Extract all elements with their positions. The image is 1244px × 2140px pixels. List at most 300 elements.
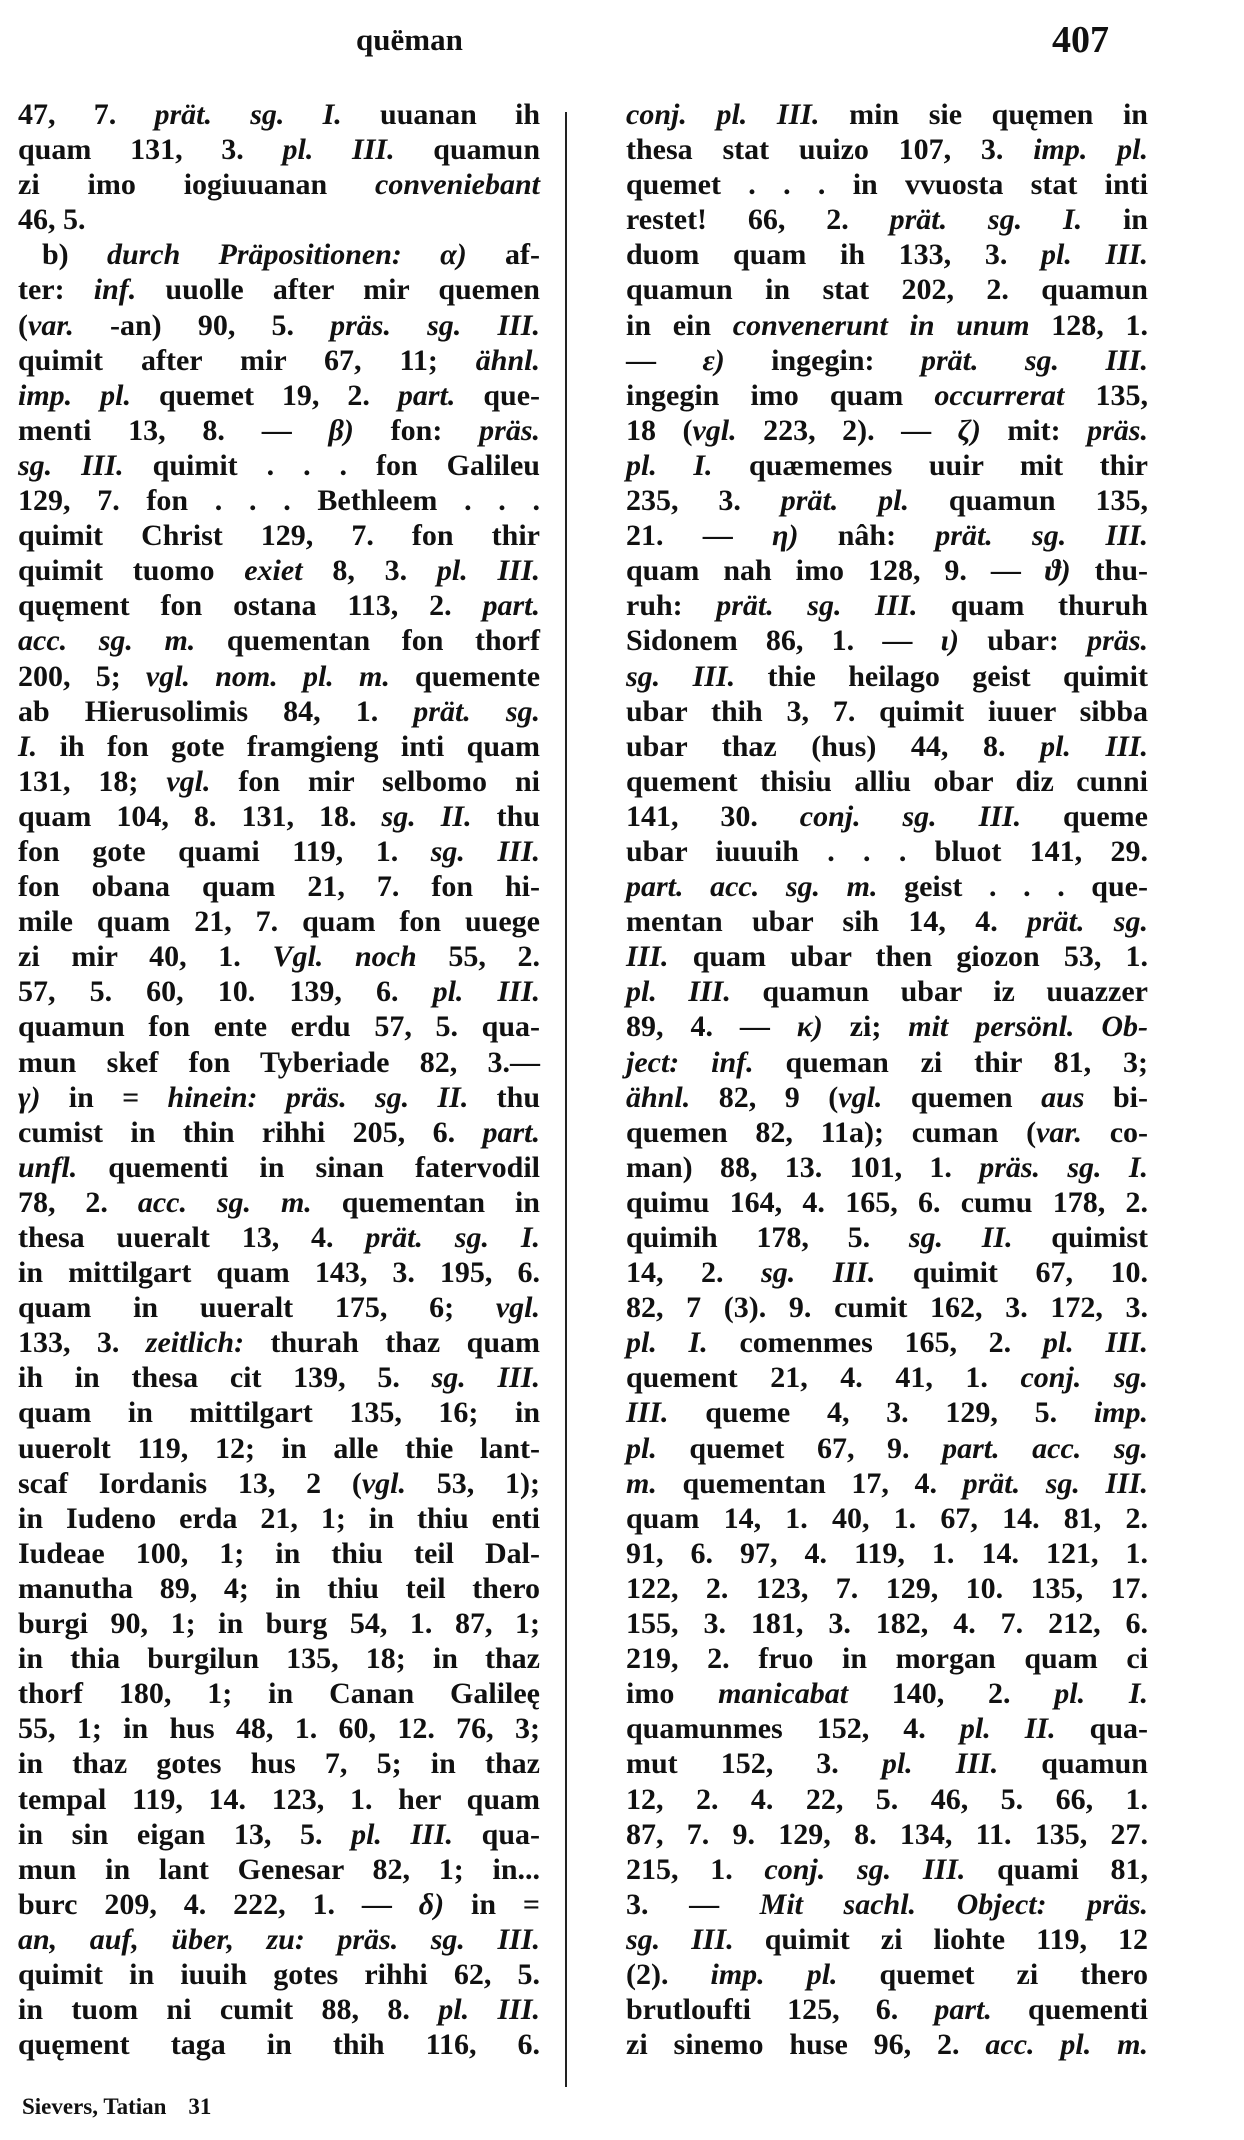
text: in = — [40, 1080, 168, 1114]
page-footer — [22, 2094, 211, 2120]
italic-text: part. — [934, 1993, 992, 2027]
text: quemen — [882, 1080, 1042, 1114]
text: Sidonem 86, 1. — — [626, 624, 941, 658]
text: man) 88, 13. 101, 1. — [626, 1150, 980, 1184]
text: mit: — [980, 413, 1088, 447]
text-line — [18, 1746, 540, 1781]
text: in thaz gotes hus 7, 5; in thaz — [18, 1747, 540, 1781]
text: in Iudeno erda 21, 1; in thiu enti — [18, 1501, 540, 1535]
text-line — [18, 132, 540, 167]
text: quimit zi liohte 119, 12 — [733, 1922, 1148, 1956]
text: qua- — [453, 1817, 540, 1851]
text-line — [18, 1466, 540, 1501]
text-line — [18, 1255, 540, 1290]
text-line — [18, 378, 540, 413]
italic-text: conj. sg. III. — [764, 1852, 966, 1886]
italic-text: m. — [626, 1466, 657, 1500]
text-line — [18, 1711, 540, 1746]
text-line — [18, 904, 540, 939]
text: quimit 67, 10. — [875, 1256, 1148, 1290]
text: thu — [468, 1080, 541, 1114]
running-head — [0, 18, 1244, 68]
text: 14, 2. — [626, 1256, 762, 1290]
column-divider — [565, 112, 567, 2087]
text: thu — [471, 799, 541, 833]
italic-text: vgl. — [838, 1080, 883, 1114]
text: uuerolt 119, 12; in alle thie lant- — [18, 1431, 540, 1465]
italic-text: part. — [482, 589, 540, 623]
text: zi; — [822, 1010, 909, 1044]
text-line — [626, 1992, 1148, 2027]
italic-text: sg. III. — [18, 448, 124, 482]
text: quimit Christ 129, 7. fon thir — [18, 519, 540, 553]
text: — — [626, 343, 703, 377]
text: quemet 19, 2. — [130, 378, 398, 412]
text-line — [18, 834, 540, 869]
italic-text: pl. III. — [282, 133, 395, 167]
text: quęment taga in thih 116, 6. — [18, 2028, 540, 2062]
text: ubar: — [958, 624, 1088, 658]
text-line — [626, 1676, 1148, 1711]
text: 128, 1. — [1029, 308, 1148, 342]
italic-text: γ) — [18, 1080, 41, 1114]
text: 223, 2). — — [736, 413, 958, 447]
text: mentan ubar sih 14, 4. — [626, 905, 1027, 939]
text: quemet zi thero — [837, 1957, 1148, 1991]
italic-text: III. — [626, 940, 669, 974]
text: quimist — [1012, 1221, 1148, 1254]
text: -an) 90, 5. — [73, 308, 331, 342]
italic-text: conj. sg. III. — [799, 799, 1022, 833]
italic-text: conveniebant — [375, 168, 540, 202]
text-line — [18, 939, 540, 974]
text-line — [18, 764, 540, 799]
text-line — [626, 939, 1148, 974]
text: imo — [626, 1677, 719, 1711]
italic-text: prät. sg. III. — [935, 519, 1148, 553]
italic-text: pl. III. — [1042, 1326, 1148, 1360]
italic-text: hinein: präs. sg. II. — [167, 1080, 469, 1114]
text: 131, 18; — [18, 764, 167, 798]
italic-text: I. — [18, 729, 38, 763]
text-line — [18, 1009, 540, 1044]
italic-text: prät. pl. — [780, 484, 909, 518]
text: 57, 5. 60, 10. 139, 6. — [18, 975, 433, 1009]
italic-text: η) — [771, 519, 799, 553]
text-line — [18, 237, 540, 272]
text-line — [626, 1606, 1148, 1641]
text-line — [626, 1852, 1148, 1887]
text: quementan in — [311, 1185, 540, 1219]
italic-text: sg. II. — [908, 1221, 1013, 1254]
text: quamun — [394, 133, 541, 167]
text: zi mir 40, 1. — [18, 940, 273, 974]
italic-text: occurrerat — [934, 378, 1065, 412]
italic-text: prät. sg. I. — [154, 98, 342, 131]
text: geist . . . que- — [877, 870, 1148, 904]
text: quement thisiu alliu obar diz cunni — [626, 764, 1148, 798]
italic-text: convenerunt in unum — [732, 308, 1030, 342]
text: b) — [42, 238, 107, 272]
text-line — [18, 483, 540, 518]
italic-text: pl. II. — [959, 1712, 1056, 1746]
italic-text: imp. pl. — [710, 1957, 838, 1991]
text: 219, 2. fruo in morgan quam ci — [626, 1642, 1148, 1676]
text: quam nah imo 128, 9. — — [626, 554, 1045, 588]
text: restet! 66, 2. — [626, 203, 890, 237]
text-line — [626, 132, 1148, 167]
text-line — [18, 1957, 540, 1992]
left-column — [18, 97, 540, 2062]
text-line — [626, 1571, 1148, 1606]
text-line — [18, 1992, 540, 2027]
text-line — [626, 1009, 1148, 1044]
text-line — [626, 623, 1148, 658]
italic-text: inf. — [93, 273, 137, 307]
italic-text: var. — [1036, 1115, 1082, 1149]
text: ( — [18, 308, 28, 342]
text-line — [18, 1501, 540, 1536]
italic-text: imp. pl. — [18, 378, 131, 412]
italic-text: vgl. — [692, 413, 737, 447]
text-line — [18, 1045, 540, 1080]
text: 55, 1; in hus 48, 1. 60, 12. 76, 3; — [18, 1712, 540, 1746]
text-line — [626, 588, 1148, 623]
text: (2). — [626, 1957, 711, 1991]
text-line — [18, 1782, 540, 1817]
italic-text: präs. — [1087, 624, 1148, 658]
italic-text: prät. sg. I. — [889, 203, 1083, 237]
italic-text: prät. sg. — [413, 694, 541, 728]
italic-text: pl. III. — [438, 1993, 540, 2027]
italic-text: ζ) — [957, 413, 981, 447]
italic-text: ject: inf. — [626, 1045, 754, 1079]
text: quimit tuomo — [18, 554, 245, 588]
text-line — [18, 694, 540, 729]
text: af- — [466, 238, 540, 272]
italic-text: part. — [482, 1115, 540, 1149]
text: tempal 119, 14. 123, 1. her quam — [18, 1782, 540, 1816]
text-line — [18, 1395, 540, 1430]
text: fon gote quami 119, 1. — [18, 834, 431, 868]
text: cumist in thin rihhi 205, 6. — [18, 1115, 483, 1149]
italic-text: präs. — [1087, 413, 1148, 447]
text-line — [18, 1150, 540, 1185]
italic-text: pl. III. — [626, 975, 731, 1009]
text: ruh: — [626, 589, 717, 623]
text: Iudeae 100, 1; in thiu teil Dal- — [18, 1536, 540, 1570]
text-line — [626, 974, 1148, 1009]
text: queme 4, 3. 129, 5. — [668, 1396, 1094, 1430]
text-line — [18, 869, 540, 904]
text: ubar thaz (hus) 44, 8. — [626, 729, 1041, 763]
italic-text: präs. sg. I. — [979, 1150, 1148, 1184]
italic-text: var. — [28, 308, 74, 342]
text: mun skef fon Tyberiade 82, 3.— — [18, 1045, 540, 1079]
text: quam 131, 3. — [18, 133, 283, 167]
text-line — [626, 378, 1148, 413]
text-line — [18, 272, 540, 307]
text-line — [626, 1290, 1148, 1325]
text: quamun fon ente erdu 57, 5. qua- — [18, 1010, 540, 1044]
text-line — [626, 1957, 1148, 1992]
text: 82, 9 ( — [690, 1080, 839, 1114]
italic-text: sg. III. — [431, 1361, 540, 1395]
text-line — [18, 588, 540, 623]
italic-text: β) — [328, 413, 354, 447]
text-line — [18, 343, 540, 378]
text-line — [626, 237, 1148, 272]
text: min sie quęmen in — [819, 98, 1148, 131]
text: thu- — [1070, 554, 1148, 588]
text: quementan 17, 4. — [656, 1466, 963, 1500]
text: quamun — [998, 1747, 1148, 1781]
text-line — [18, 448, 540, 483]
text: in ein — [626, 308, 733, 342]
italic-text: acc. pl. m. — [985, 2028, 1148, 2062]
text-line — [18, 799, 540, 834]
italic-text: Vgl. noch — [272, 940, 417, 974]
text-line — [18, 1325, 540, 1360]
italic-text: part. acc. sg. — [942, 1431, 1148, 1465]
italic-text: ähnl. — [475, 343, 540, 377]
text-line — [626, 1255, 1148, 1290]
text: 129, 7. fon . . . Bethleem . . . — [18, 484, 540, 518]
italic-text: ähnl. — [626, 1080, 691, 1114]
italic-text: vgl. — [166, 764, 211, 798]
text: uuolle after mir quemen — [136, 273, 540, 307]
text: quęment fon ostana 113, 2. — [18, 589, 483, 623]
text: ingegin: — [724, 343, 921, 377]
italic-text: an, auf, über, zu: präs. sg. III. — [18, 1922, 540, 1956]
text: 82, 7 (3). 9. cumit 162, 3. 172, 3. — [626, 1291, 1148, 1325]
text: burc 209, 4. 222, 1. — — [18, 1887, 419, 1921]
text-line — [626, 694, 1148, 729]
text-line — [626, 1115, 1148, 1150]
italic-text: ε) — [702, 343, 725, 377]
italic-text: acc. sg. m. — [137, 1185, 312, 1219]
italic-text: sg. III. — [761, 1256, 876, 1290]
italic-text: sg. III. — [626, 1922, 734, 1956]
italic-text: vgl. nom. pl. m. — [145, 659, 390, 693]
text: mile quam 21, 7. quam fon uuege — [18, 905, 540, 939]
italic-text: sg. III. — [626, 659, 736, 693]
text-line — [18, 1606, 540, 1641]
italic-text: pl. I. — [1054, 1677, 1149, 1711]
italic-text: κ) — [796, 1010, 823, 1044]
text-line — [18, 202, 540, 237]
italic-text: prät. sg. III. — [962, 1466, 1148, 1500]
italic-text: sg. II. — [381, 799, 472, 833]
italic-text: prät. sg. III. — [716, 589, 918, 623]
italic-text: III. — [626, 1396, 669, 1430]
italic-text: conj. pl. III. — [626, 98, 820, 131]
text: quam 14, 1. 40, 1. 67, 14. 81, 2. — [626, 1501, 1148, 1535]
text-line — [18, 1290, 540, 1325]
text: scaf Iordanis 13, 2 ( — [18, 1466, 362, 1500]
text-line — [626, 1922, 1148, 1957]
text: duom quam ih 133, 3. — [626, 238, 1041, 272]
text-line — [626, 2027, 1148, 2062]
text: ubar thih 3, 7. quimit iuuer sibba — [626, 694, 1148, 728]
text-line — [626, 1185, 1148, 1220]
text-line — [626, 764, 1148, 799]
italic-text: acc. sg. m. — [18, 624, 196, 658]
text: quam 104, 8. 131, 18. — [18, 799, 382, 833]
text-line — [626, 448, 1148, 483]
text: ih in thesa cit 139, 5. — [18, 1361, 432, 1395]
text: quement 21, 4. 41, 1. — [626, 1361, 1021, 1395]
italic-text: Mit sachl. Object: präs. — [759, 1887, 1148, 1921]
text-line — [626, 483, 1148, 518]
text: ingegin imo quam — [626, 378, 935, 412]
italic-text: pl. — [626, 1431, 657, 1465]
text: 46, 5. — [18, 203, 86, 237]
text-line — [626, 202, 1148, 237]
text: thesa uueralt 13, 4. — [18, 1221, 366, 1254]
text-line — [626, 1817, 1148, 1852]
text: quam in mittilgart 135, 16; in — [18, 1396, 540, 1430]
italic-text: imp. pl. — [1033, 133, 1148, 167]
text-line — [18, 729, 540, 764]
text-line — [626, 799, 1148, 834]
text-line — [626, 167, 1148, 202]
text: qua- — [1055, 1712, 1148, 1746]
text-line — [18, 1817, 540, 1852]
text-line — [18, 1676, 540, 1711]
text-line — [626, 1325, 1148, 1360]
text-line — [626, 1360, 1148, 1395]
text-line — [18, 97, 540, 132]
text-line — [626, 869, 1148, 904]
text-line — [626, 1501, 1148, 1536]
text-line — [626, 272, 1148, 307]
text-line — [626, 1431, 1148, 1466]
text-line — [18, 1536, 540, 1571]
text: quementi in sinan fatervodil — [77, 1150, 540, 1184]
text: 3. — — [626, 1887, 760, 1921]
italic-text: conj. sg. — [1020, 1361, 1148, 1395]
italic-text: zeitlich: — [145, 1326, 245, 1360]
italic-text: pl. III. — [351, 1817, 454, 1851]
italic-text: vgl. — [361, 1466, 407, 1500]
text-line — [18, 623, 540, 658]
text-line — [18, 167, 540, 202]
italic-text: mit persönl. Ob- — [908, 1010, 1148, 1044]
text: 133, 3. — [18, 1326, 146, 1360]
italic-text: pl. III. — [436, 554, 541, 588]
italic-text: prät. sg. III. — [920, 343, 1148, 377]
text: fon: — [353, 413, 480, 447]
page-number: 407 — [1052, 19, 1109, 61]
text: quæmemes uuir mit thir — [712, 448, 1148, 482]
text-line — [626, 1395, 1148, 1430]
text: quimit in iuuih gotes rihhi 62, 5. — [18, 1957, 540, 1991]
text: quemente — [389, 659, 541, 693]
text-line — [626, 1641, 1148, 1676]
text-line — [18, 1360, 540, 1395]
text-line — [18, 1080, 540, 1115]
text: ter: — [18, 273, 94, 307]
text: 215, 1. — [626, 1852, 765, 1886]
text-line — [626, 729, 1148, 764]
text-line — [626, 553, 1148, 588]
text-line — [626, 1045, 1148, 1080]
text-line — [626, 1746, 1148, 1781]
text: quimit . . . fon Galileu — [123, 448, 540, 482]
text: quam ubar then giozon 53, 1. — [668, 940, 1148, 974]
text-line — [626, 1150, 1148, 1185]
text-line — [18, 2027, 540, 2062]
text-line — [626, 904, 1148, 939]
text-line — [18, 518, 540, 553]
text-line — [18, 659, 540, 694]
text: thesa stat uuizo 107, 3. — [626, 133, 1034, 167]
text-line — [626, 1536, 1148, 1571]
text: quementi — [991, 1993, 1149, 2027]
text: 140, 2. — [848, 1677, 1055, 1711]
text: fon obana quam 21, 7. fon hi- — [18, 870, 540, 904]
italic-text: ϑ) — [1044, 554, 1071, 588]
italic-text: pl. III. — [1040, 729, 1148, 763]
text: in thia burgilun 135, 18; in thaz — [18, 1642, 540, 1676]
text: quimu 164, 4. 165, 6. cumu 178, 2. — [626, 1185, 1148, 1219]
text-line — [18, 1220, 540, 1255]
text-line — [18, 1887, 540, 1922]
italic-text: manicabat — [718, 1677, 849, 1711]
text: que- — [455, 378, 541, 412]
text: quemet . . . in vvuosta stat inti — [626, 168, 1148, 202]
text: quemen 82, 11a); cuman ( — [626, 1115, 1037, 1149]
text-line — [18, 1571, 540, 1606]
text: 47, 7. — [18, 98, 155, 131]
text: manutha 89, 4; in thiu teil thero — [18, 1571, 540, 1605]
text: queman zi thir 81, 3; — [753, 1045, 1148, 1079]
running-headword: quëman — [356, 22, 463, 57]
italic-text: präs. — [479, 413, 540, 447]
text: 78, 2. — [18, 1185, 138, 1219]
italic-text: präs. sg. III. — [330, 308, 540, 342]
text-line — [18, 1922, 540, 1957]
text: co- — [1081, 1115, 1148, 1149]
sheet-number: 31 — [188, 2094, 212, 2119]
text: 21. — — [626, 519, 772, 553]
text: in sin eigan 13, 5. — [18, 1817, 352, 1851]
text-line — [626, 659, 1148, 694]
text-line — [626, 1887, 1148, 1922]
text: nâh: — [798, 519, 936, 553]
text: 141, 30. — [626, 799, 800, 833]
italic-text: ι) — [940, 624, 959, 658]
italic-text: δ) — [418, 1887, 445, 1921]
text: quam thuruh — [917, 589, 1148, 623]
text-line — [626, 1080, 1148, 1115]
text-line — [18, 553, 540, 588]
text: 12, 2. 4. 22, 5. 46, 5. 66, 1. — [626, 1782, 1148, 1816]
text: comenmes 165, 2. — [707, 1326, 1043, 1360]
text: 53, 1); — [406, 1466, 541, 1500]
printer-signature: Sievers, Tatian — [22, 2094, 167, 2119]
text: quami 81, — [965, 1852, 1148, 1886]
text-line — [18, 308, 540, 343]
text: quam in uueralt 175, 6; — [18, 1291, 496, 1325]
text-line — [18, 1185, 540, 1220]
italic-text: durch Präpositionen: α) — [106, 238, 467, 272]
text: 55, 2. — [416, 940, 541, 974]
text-line — [18, 1852, 540, 1887]
text: uuanan ih — [341, 98, 541, 131]
text: ab Hierusolimis 84, 1. — [18, 694, 414, 728]
